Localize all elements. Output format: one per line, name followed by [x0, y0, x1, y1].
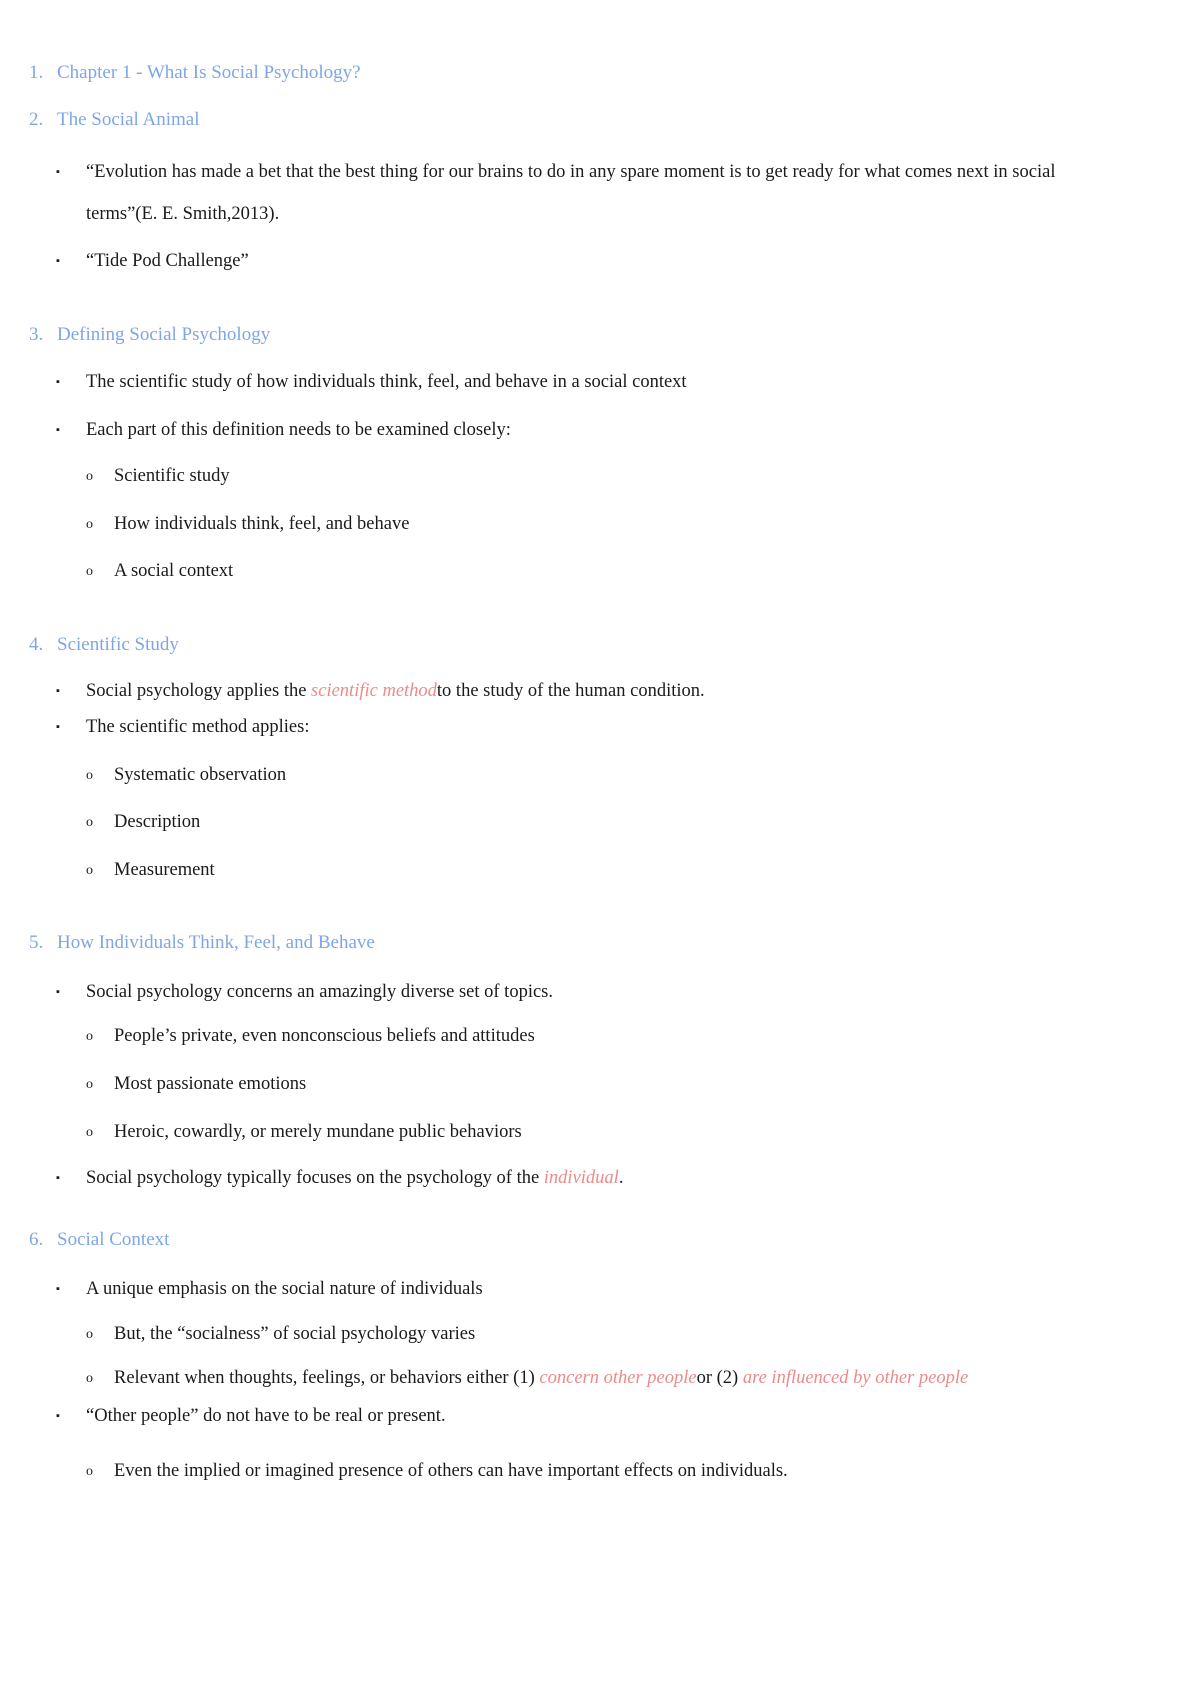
bullet-text-pre: Social psychology typically focuses on the psychology of the	[86, 1168, 544, 1188]
sub-marker: o	[86, 1029, 93, 1044]
sub-text	[114, 1368, 968, 1389]
emphasis-term: scientific method	[311, 681, 437, 701]
sub-text: Scientific study	[114, 466, 230, 486]
bullet-text: Each part of this definition needs to be examined closely:	[86, 420, 511, 440]
sub-text: Description	[114, 812, 201, 832]
bullet-marker: ▪	[56, 376, 60, 388]
sub-marker: o	[86, 1125, 93, 1140]
section-number: 6.	[29, 1229, 44, 1250]
bullet-marker: ▪	[56, 1172, 60, 1184]
sub-marker: o	[86, 1371, 93, 1386]
sub-text-mid: or (2)	[696, 1368, 743, 1388]
sub-marker: o	[86, 517, 93, 532]
bullet-text: The scientific method applies:	[86, 717, 310, 737]
bullet-text: Social psychology concerns an amazingly diverse set of topics.	[86, 982, 553, 1002]
sub-marker: o	[86, 1464, 93, 1479]
bullet-marker: ▪	[56, 166, 60, 178]
bullet-marker: ▪	[56, 424, 60, 436]
emphasis-term: concern other people	[539, 1368, 697, 1388]
bullet-text: “Evolution has made a bet that the best thing for our brains to do in any spare moment is to get ready for what comes next in social	[86, 162, 1056, 182]
sub-text: But, the “socialness” of social psychology varies	[114, 1324, 476, 1344]
sub-marker: o	[86, 863, 93, 878]
bullet-text: A unique emphasis on the social nature of individuals	[86, 1279, 483, 1299]
sub-text: Measurement	[114, 860, 215, 880]
sub-text: Most passionate emotions	[114, 1074, 307, 1094]
section-number: 3.	[29, 324, 44, 345]
section-number: 5.	[29, 932, 44, 953]
sub-text: A social context	[114, 561, 234, 581]
bullet-text: “Other people” do not have to be real or present.	[86, 1406, 446, 1426]
bullet-text-post: to the study of the human condition.	[436, 681, 705, 701]
bullet-text: “Tide Pod Challenge”	[86, 251, 249, 271]
section-title: Scientific Study	[57, 634, 179, 655]
bullet-marker: ▪	[56, 721, 60, 733]
sub-text-pre: Relevant when thoughts, feelings, or behaviors either (1)	[114, 1368, 540, 1388]
sub-marker: o	[86, 1077, 93, 1092]
bullet-text: terms”(E. E. Smith,2013).	[86, 204, 280, 224]
bullet-marker: ▪	[56, 986, 60, 998]
bullet-marker: ▪	[56, 255, 60, 267]
bullet-marker: ▪	[56, 1283, 60, 1295]
sub-text: How individuals think, feel, and behave	[114, 514, 410, 534]
section-title: Social Context	[57, 1229, 170, 1250]
bullet-marker: ▪	[56, 685, 60, 697]
sub-text: Systematic observation	[114, 765, 287, 785]
section-number: 4.	[29, 634, 44, 655]
section-title: How Individuals Think, Feel, and Behave	[57, 932, 375, 953]
sub-text: Even the implied or imagined presence of others can have important effects on individuals.	[114, 1461, 788, 1481]
sub-marker: o	[86, 564, 93, 579]
sub-marker: o	[86, 469, 93, 484]
section-title: Chapter 1 - What Is Social Psychology?	[57, 62, 361, 83]
section-title: Defining Social Psychology	[57, 324, 271, 345]
section-title: The Social Animal	[57, 109, 200, 130]
sub-text: Heroic, cowardly, or merely mundane public behaviors	[114, 1122, 522, 1142]
emphasis-term: individual	[543, 1168, 619, 1188]
bullet-marker: ▪	[56, 1410, 60, 1422]
sub-marker: o	[86, 1327, 93, 1342]
section-number: 2.	[29, 109, 44, 130]
bullet-text: The scientific study of how individuals think, feel, and behave in a social context	[86, 372, 687, 392]
sub-text: People’s private, even nonconscious beliefs and attitudes	[114, 1026, 535, 1046]
sub-marker: o	[86, 815, 93, 830]
emphasis-term: are influenced by other people	[742, 1368, 969, 1388]
bullet-text-pre: Social psychology applies the	[86, 681, 312, 701]
section-number: 1.	[29, 62, 44, 83]
bullet-text-post: .	[618, 1168, 624, 1188]
sub-marker: o	[86, 768, 93, 783]
bullet-text	[86, 1157, 623, 1199]
